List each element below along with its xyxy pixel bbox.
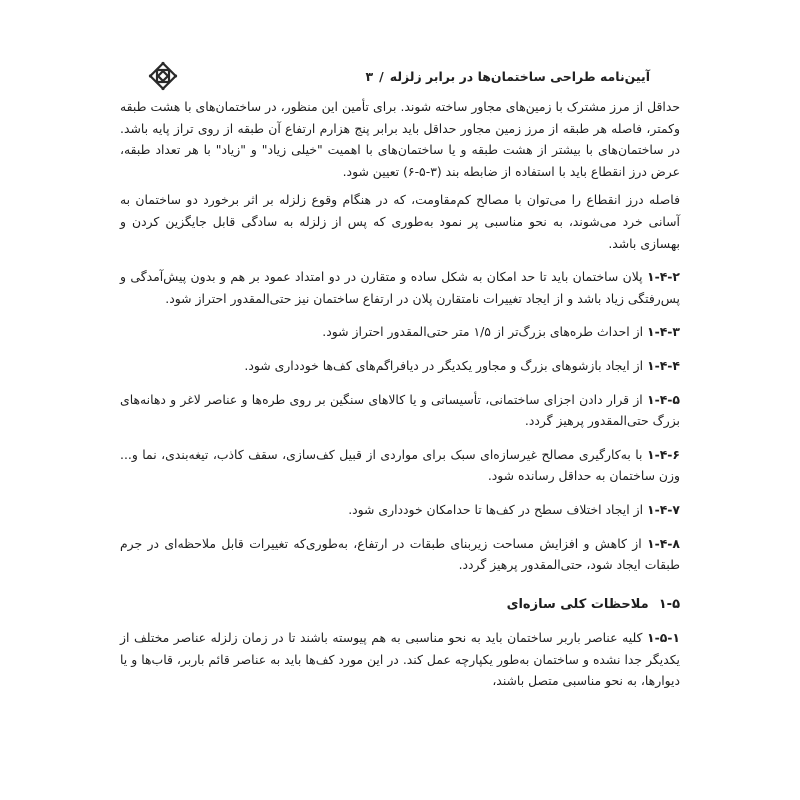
clause-1-4-2: [120, 266, 680, 309]
clause-number: ۱-۴-۵: [647, 391, 680, 407]
header-page-number: ۳: [365, 68, 374, 84]
clause-number: ۱-۴-۷: [647, 501, 680, 517]
clause-text: از ایجاد اختلاف سطح در کف‌ها تا حدامکان خودداری شود.: [348, 501, 644, 517]
clause-1-4-3: [120, 321, 680, 343]
section-title: ملاحظات کلی سازه‌ای: [506, 596, 649, 612]
clause-number: ۱-۴-۲: [647, 269, 680, 285]
section-number: ۱-۵: [658, 596, 680, 612]
body-text: [120, 96, 680, 692]
header-title: آیین‌نامه طراحی ساختمان‌ها در برابر زلزله: [389, 68, 650, 84]
clause-1-4-7: [120, 499, 680, 521]
clause-text: پلان ساختمان باید تا حد امکان به شکل ساده و متقارن در دو امتداد عمود بر هم و بدون پیش‌آمدگی و پس‌رفتگی زیاد باشد و از ایجاد تغییرات نامتقارن پلان در ارتفاع ساختمان نیز حتی‌المقدور احتراز شود.: [120, 269, 680, 306]
header-separator: /: [379, 68, 384, 84]
clause-number: ۱-۴-۶: [647, 446, 680, 462]
clause-text: کلیه عناصر باربر ساختمان باید به نحو مناسبی به هم پیوسته باشند تا در زمان زلزله عناصر مختلف از یکدیگر جدا نشده و ساختمان به‌طور یکپارچه عمل کند. در این مورد کف‌ها باید به عناصر قائم باربر، قاب‌ها و یا دیوارها، به نحو مناسبی متصل باشند،: [120, 630, 680, 689]
running-header: [150, 63, 650, 89]
paragraph: حداقل از مرز مشترک با زمین‌های مجاور ساخته شوند. برای تأمین این منظور، در ساختمان‌های با هشت طبقه وکمتر، فاصله هر طبقه از مرز زمین مجاور حداقل باید برابر پنج هزارم ارتفاع آن طبقه از روی تراز پایه باشد. در ساختمان‌های با بیشتر از هشت طبقه و یا ساختمان‌های با اهمیت "خیلی زیاد" و "زیاد" با هر تعداد طبقه، عرض درز انقطاع باید با استفاده از ضابطه بند (۳-۵-۶) تعیین شود.: [120, 99, 680, 179]
clause-number: ۱-۴-۳: [647, 324, 680, 340]
clause-1-5-1: [120, 627, 680, 692]
clause-1-4-5: [120, 389, 680, 432]
clause-1-4-8: [120, 533, 680, 576]
clause-number: ۱-۴-۴: [647, 357, 680, 373]
clause-text: از قرار دادن اجزای ساختمانی، تأسیساتی و یا کالاهای سنگین بر روی طره‌ها و عناصر لاغر و دهانه‌های بزرگ حتی‌المقدور پرهیز گردد.: [120, 391, 680, 429]
clause-text: از ایجاد بازشوهای بزرگ و مجاور یکدیگر در دیافراگم‌های کف‌ها خودداری شود.: [244, 357, 644, 373]
section-heading: [120, 594, 680, 616]
paragraph: فاصله درز انقطاع را می‌توان با مصالح کم‌مقاومت، که در هنگام وقوع زلزله بر اثر برخورد دو ساختمان به آسانی خرد می‌شوند، به نحو مناسبی پر نمود به‌طوری که پس از زلزله به سادگی قابل جایگزین کردن و بهسازی باشد.: [120, 192, 680, 251]
clause-text: با به‌کارگیری مصالح غیرسازه‌ای سبک برای مواردی از قبیل کف‌سازی، سقف کاذب، تیغه‌بندی، نما و... وزن ساختمان به حداقل رسانده شود.: [120, 446, 680, 484]
clause-text: از کاهش و افزایش مساحت زیربنای طبقات در ارتفاع، به‌طوری‌که تغییرات قابل ملاحظه‌ای در جرم طبقات ایجاد شود، حتی‌المقدور پرهیز گردد.: [120, 535, 680, 573]
knot-ornament-icon: [148, 61, 178, 91]
clause-1-4-4: [120, 355, 680, 377]
clause-text: از احداث طره‌های بزرگ‌تر از ۱/۵ متر حتی‌المقدور احتراز شود.: [322, 324, 644, 340]
clause-number: ۱-۴-۸: [647, 535, 680, 551]
clause-number: ۱-۵-۱: [647, 630, 680, 646]
clause-1-4-6: [120, 444, 680, 487]
